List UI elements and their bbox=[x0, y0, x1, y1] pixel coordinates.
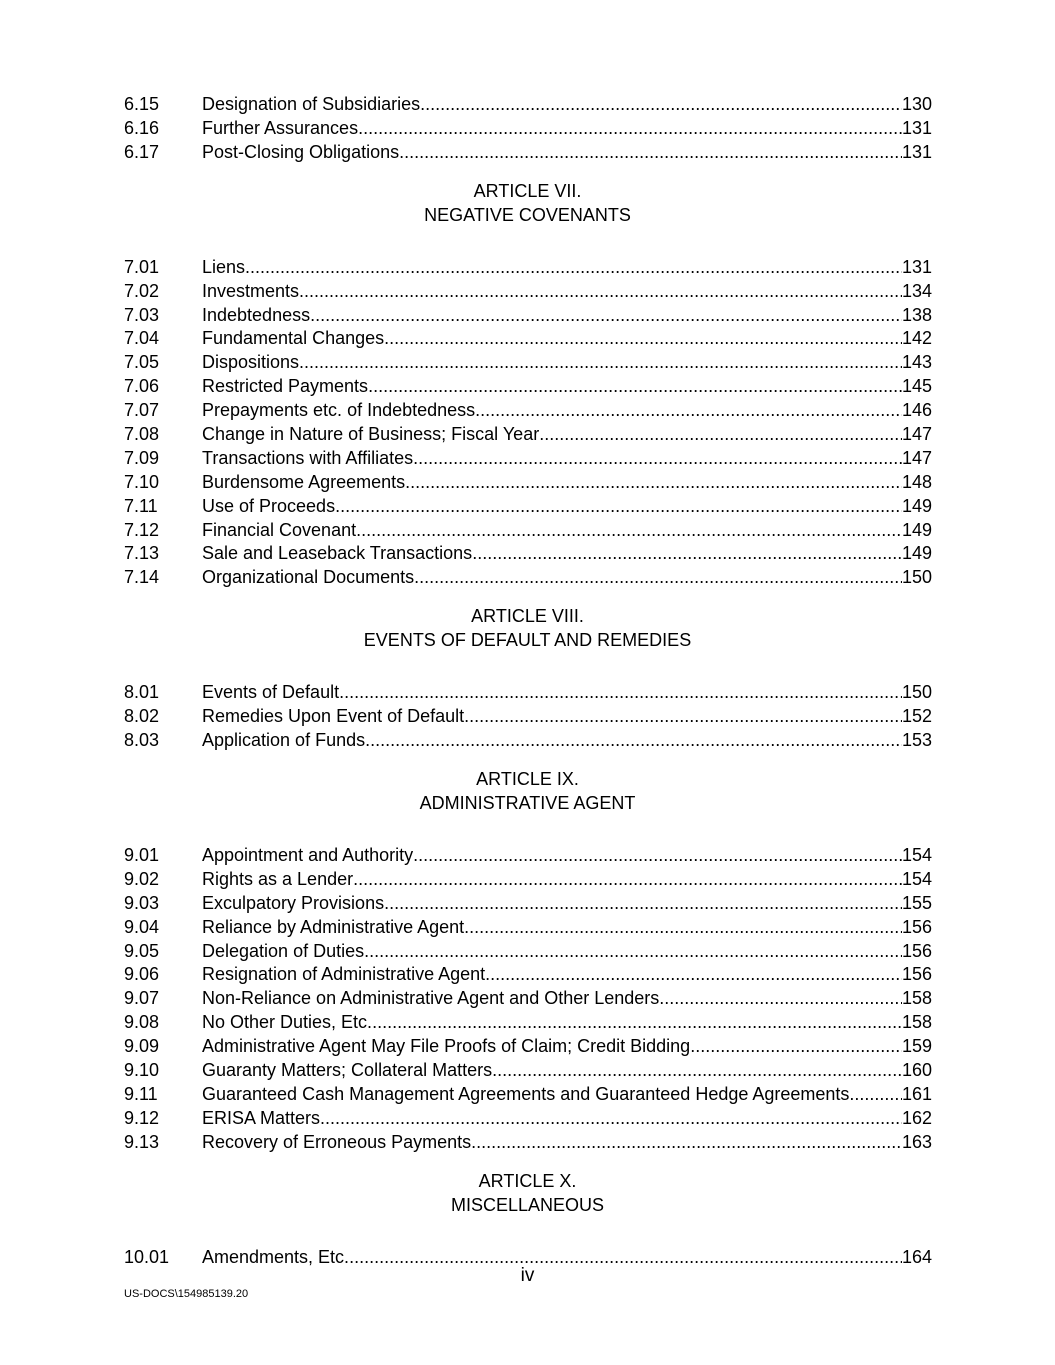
section-number: 9.12 bbox=[124, 1108, 160, 1128]
page-reference: 161 bbox=[901, 1084, 932, 1104]
toc-entry-text bbox=[202, 374, 932, 398]
toc-entry-text bbox=[202, 470, 932, 494]
toc-entry[interactable] bbox=[124, 398, 932, 422]
section-title: Application of Funds bbox=[202, 730, 366, 750]
toc-entry[interactable] bbox=[124, 303, 932, 327]
section-number: 7.02 bbox=[124, 281, 160, 301]
article-heading bbox=[0, 604, 1055, 652]
page-reference: 148 bbox=[901, 472, 932, 492]
page-reference: 162 bbox=[901, 1108, 932, 1128]
page-reference: 147 bbox=[901, 424, 932, 444]
section-number: 7.05 bbox=[124, 352, 160, 372]
section-title: Further Assurances bbox=[202, 118, 359, 138]
toc-entry-text bbox=[202, 92, 932, 116]
page-reference: 163 bbox=[901, 1132, 932, 1152]
article-number: ARTICLE VIII. bbox=[471, 606, 584, 627]
toc-entry-text bbox=[202, 728, 932, 752]
toc-entry[interactable] bbox=[124, 518, 932, 542]
page-reference: 150 bbox=[901, 567, 932, 587]
toc-entry-text bbox=[202, 494, 932, 518]
dot-leader bbox=[384, 891, 902, 915]
dot-leader bbox=[358, 116, 902, 140]
dot-leader bbox=[413, 843, 902, 867]
toc-entry[interactable] bbox=[124, 962, 932, 986]
section-title: Dispositions bbox=[202, 352, 300, 372]
section-title: Prepayments etc. of Indebtedness bbox=[202, 400, 476, 420]
toc-entry[interactable] bbox=[124, 140, 932, 164]
page-reference: 134 bbox=[901, 281, 932, 301]
section-number: 8.03 bbox=[124, 730, 160, 750]
page-reference: 146 bbox=[901, 400, 932, 420]
article-title: MISCELLANEOUS bbox=[450, 1194, 605, 1215]
dot-leader bbox=[464, 915, 902, 939]
toc-entry-text bbox=[202, 1106, 932, 1130]
section-title: Guaranteed Cash Management Agreements and Guaranteed Hedge Agreements bbox=[202, 1084, 850, 1104]
toc-entry-text bbox=[202, 867, 932, 891]
toc-entry-text bbox=[202, 279, 932, 303]
section-number: 9.11 bbox=[124, 1084, 158, 1104]
page-reference: 160 bbox=[901, 1060, 932, 1080]
article-number: ARTICLE X. bbox=[478, 1170, 577, 1191]
page-reference: 154 bbox=[901, 845, 932, 865]
page-reference: 155 bbox=[901, 893, 932, 913]
section-number: 7.03 bbox=[124, 305, 160, 325]
section-number: 7.07 bbox=[124, 400, 160, 420]
section-title: Liens bbox=[202, 257, 246, 277]
article-number: ARTICLE VII. bbox=[473, 180, 582, 201]
toc-entry-text bbox=[202, 116, 932, 140]
dot-leader bbox=[245, 255, 902, 279]
dot-leader bbox=[420, 92, 902, 116]
toc-entry[interactable] bbox=[124, 446, 932, 470]
toc-entry-text bbox=[202, 939, 932, 963]
section-number: 6.16 bbox=[124, 118, 160, 138]
section-title: Appointment and Authority bbox=[202, 845, 414, 865]
toc-entry[interactable] bbox=[124, 494, 932, 518]
article-heading bbox=[0, 179, 1055, 227]
toc-entry-text bbox=[202, 541, 932, 565]
section-number: 9.09 bbox=[124, 1036, 160, 1056]
page-reference: 156 bbox=[901, 964, 932, 984]
section-title: Resignation of Administrative Agent bbox=[202, 964, 486, 984]
section-number: 7.12 bbox=[124, 520, 160, 540]
section-number: 9.03 bbox=[124, 893, 160, 913]
section-title: Delegation of Duties bbox=[202, 941, 365, 961]
toc-entry-text bbox=[202, 704, 932, 728]
dot-leader bbox=[690, 1034, 902, 1058]
toc-entry[interactable] bbox=[124, 279, 932, 303]
page-number: iv bbox=[520, 1265, 535, 1286]
section-title: Financial Covenant. bbox=[202, 520, 362, 540]
dot-leader bbox=[364, 939, 902, 963]
toc-entry[interactable] bbox=[124, 1130, 932, 1154]
toc-entry[interactable] bbox=[124, 92, 932, 116]
section-number: 6.15 bbox=[124, 94, 160, 114]
section-number: 7.14 bbox=[124, 567, 160, 587]
toc-entry[interactable] bbox=[124, 565, 932, 589]
toc-entry-text bbox=[202, 1058, 932, 1082]
section-number: 8.01 bbox=[124, 682, 160, 702]
dot-leader bbox=[335, 494, 902, 518]
dot-leader bbox=[368, 374, 902, 398]
section-title: Guaranty Matters; Collateral Matters bbox=[202, 1060, 493, 1080]
section-number: 9.07 bbox=[124, 988, 160, 1008]
page-reference: 158 bbox=[901, 1012, 932, 1032]
section-title: Burdensome Agreements bbox=[202, 472, 406, 492]
dot-leader bbox=[365, 728, 902, 752]
section-number: 6.17 bbox=[124, 142, 160, 162]
page-reference: 130 bbox=[901, 94, 932, 114]
document-id-footer: US-DOCS\154985139.20 bbox=[124, 1288, 249, 1300]
toc-entry-text bbox=[202, 915, 932, 939]
dot-leader bbox=[849, 1082, 902, 1106]
section-number: 7.08 bbox=[124, 424, 160, 444]
section-title: ERISA Matters. bbox=[202, 1108, 326, 1128]
page-reference: 153 bbox=[901, 730, 932, 750]
toc-entry-text bbox=[202, 140, 932, 164]
dot-leader bbox=[476, 1130, 902, 1154]
section-number: 9.05 bbox=[124, 941, 160, 961]
dot-leader bbox=[472, 541, 902, 565]
article-title: EVENTS OF DEFAULT AND REMEDIES bbox=[363, 630, 692, 651]
toc-entry[interactable] bbox=[124, 1058, 932, 1082]
dot-leader bbox=[485, 962, 902, 986]
section-number: 9.01 bbox=[124, 845, 160, 865]
toc-entry[interactable] bbox=[124, 704, 932, 728]
page-reference: 131 bbox=[901, 257, 932, 277]
section-number: 10.01 bbox=[124, 1247, 170, 1267]
section-title: Amendments, Etc. bbox=[202, 1247, 350, 1267]
section-title: Rights as a Lender bbox=[202, 869, 354, 889]
dot-leader bbox=[659, 986, 902, 1010]
toc-entry[interactable] bbox=[124, 1034, 932, 1058]
section-number: 9.02 bbox=[124, 869, 160, 889]
section-title: Events of Default bbox=[202, 682, 340, 702]
page-reference: 131 bbox=[901, 142, 932, 162]
section-title: Organizational Documents bbox=[202, 567, 415, 587]
toc-entry-text bbox=[202, 565, 932, 589]
toc-entry[interactable] bbox=[124, 422, 932, 446]
toc-entry-text bbox=[202, 398, 932, 422]
article-title: ADMINISTRATIVE AGENT bbox=[419, 793, 636, 813]
toc-entry[interactable] bbox=[124, 915, 932, 939]
page-reference: 156 bbox=[901, 917, 932, 937]
article-title: NEGATIVE COVENANTS bbox=[424, 204, 631, 225]
dot-leader bbox=[299, 350, 902, 374]
section-number: 8.02 bbox=[124, 706, 160, 726]
dot-leader bbox=[464, 704, 902, 728]
section-number: 7.11 bbox=[124, 496, 158, 516]
page-reference: 147 bbox=[901, 448, 932, 468]
dot-leader bbox=[353, 867, 902, 891]
page-reference: 150 bbox=[901, 682, 932, 702]
toc-entry-text bbox=[202, 446, 932, 470]
section-number: 7.13 bbox=[124, 543, 160, 563]
section-number: 7.04 bbox=[124, 328, 160, 348]
toc-entry-text bbox=[202, 1010, 932, 1034]
dot-leader bbox=[361, 518, 902, 542]
page-reference: 156 bbox=[901, 941, 932, 961]
section-title: Fundamental Changes bbox=[202, 328, 385, 348]
toc-entry-text bbox=[202, 986, 932, 1010]
section-title: Indebtedness bbox=[202, 305, 311, 325]
section-title: Sale and Leaseback Transactions bbox=[202, 543, 473, 563]
section-title: Restricted Payments bbox=[202, 376, 369, 396]
toc-entry[interactable] bbox=[124, 1082, 932, 1106]
article-heading bbox=[0, 1169, 1055, 1217]
toc-entry-text bbox=[202, 1034, 932, 1058]
dot-leader bbox=[339, 680, 902, 704]
section-number: 7.09 bbox=[124, 448, 160, 468]
toc-entry[interactable] bbox=[124, 728, 932, 752]
toc-entry-text bbox=[202, 303, 932, 327]
page-reference: 164 bbox=[901, 1247, 932, 1267]
toc-entry-text bbox=[202, 255, 932, 279]
dot-leader bbox=[299, 279, 902, 303]
dot-leader bbox=[492, 1058, 902, 1082]
toc-entry[interactable] bbox=[124, 350, 932, 374]
dot-leader bbox=[539, 422, 902, 446]
section-number: 7.10 bbox=[124, 472, 160, 492]
toc-entry[interactable] bbox=[124, 843, 932, 867]
page-reference: 158 bbox=[901, 988, 932, 1008]
section-number: 9.10 bbox=[124, 1060, 160, 1080]
section-number: 9.08 bbox=[124, 1012, 160, 1032]
toc-entry[interactable] bbox=[124, 891, 932, 915]
toc-entry-text bbox=[202, 891, 932, 915]
toc-entry[interactable] bbox=[124, 541, 932, 565]
section-title: Reliance by Administrative Agent bbox=[202, 917, 465, 937]
toc-entry[interactable] bbox=[124, 255, 932, 279]
page-reference: 143 bbox=[901, 352, 932, 372]
page-reference: 142 bbox=[901, 328, 932, 348]
section-title: Exculpatory Provisions bbox=[202, 893, 385, 913]
page-reference: 154 bbox=[901, 869, 932, 889]
section-number: 9.04 bbox=[124, 917, 160, 937]
section-number: 7.06 bbox=[124, 376, 160, 396]
toc-entry[interactable] bbox=[124, 1106, 932, 1130]
page-reference: 131 bbox=[901, 118, 932, 138]
toc-entry-text bbox=[202, 326, 932, 350]
article-heading bbox=[0, 767, 1055, 815]
page-reference: 152 bbox=[901, 706, 932, 726]
section-title: Change in Nature of Business; Fiscal Year bbox=[202, 424, 540, 444]
toc-entry[interactable] bbox=[124, 986, 932, 1010]
dot-leader bbox=[475, 398, 902, 422]
dot-leader bbox=[413, 446, 902, 470]
page-reference: 159 bbox=[901, 1036, 932, 1056]
toc-entry[interactable] bbox=[124, 1010, 932, 1034]
page-reference: 145 bbox=[901, 376, 932, 396]
toc-entry-text bbox=[202, 518, 932, 542]
dot-leader bbox=[405, 470, 902, 494]
section-number: 7.01 bbox=[124, 257, 160, 277]
section-number: 9.13 bbox=[124, 1132, 160, 1152]
dot-leader bbox=[325, 1106, 902, 1130]
toc-entry-text bbox=[202, 1130, 932, 1154]
section-title: Administrative Agent May File Proofs of Claim; Credit Bidding bbox=[202, 1036, 691, 1056]
toc-entry-text bbox=[202, 680, 932, 704]
section-title: Remedies Upon Event of Default bbox=[202, 706, 465, 726]
page-reference: 149 bbox=[901, 496, 932, 516]
toc-entry-text bbox=[202, 422, 932, 446]
section-title: Non-Reliance on Administrative Agent and Other Lenders bbox=[202, 988, 660, 1008]
toc-entry[interactable] bbox=[124, 680, 932, 704]
toc-entry-text bbox=[202, 1082, 932, 1106]
section-number: 9.06 bbox=[124, 964, 160, 984]
dot-leader bbox=[399, 140, 902, 164]
toc-entry-text bbox=[202, 962, 932, 986]
page-reference: 149 bbox=[901, 543, 932, 563]
toc-entry[interactable] bbox=[124, 116, 932, 140]
section-title: Investments bbox=[202, 281, 300, 301]
toc-entry[interactable] bbox=[124, 326, 932, 350]
dot-leader bbox=[310, 303, 902, 327]
section-title: Designation of Subsidiaries bbox=[202, 94, 421, 114]
section-title: Use of Proceeds bbox=[202, 496, 336, 516]
section-title: Recovery of Erroneous Payments. bbox=[202, 1132, 477, 1152]
section-title: No Other Duties, Etc. bbox=[202, 1012, 373, 1032]
toc-entry-text bbox=[202, 843, 932, 867]
section-title: Post-Closing Obligations bbox=[202, 142, 400, 162]
section-title: Transactions with Affiliates bbox=[202, 448, 414, 468]
article-number: ARTICLE IX. bbox=[476, 769, 579, 789]
toc-entry[interactable] bbox=[124, 867, 932, 891]
toc-entry[interactable] bbox=[124, 374, 932, 398]
toc-entry[interactable] bbox=[124, 939, 932, 963]
toc-entry[interactable] bbox=[124, 470, 932, 494]
dot-leader bbox=[384, 326, 902, 350]
dot-leader bbox=[414, 565, 902, 589]
toc-entry-text bbox=[202, 350, 932, 374]
dot-leader bbox=[372, 1010, 902, 1034]
page-reference: 149 bbox=[901, 520, 932, 540]
page-reference: 138 bbox=[901, 305, 932, 325]
